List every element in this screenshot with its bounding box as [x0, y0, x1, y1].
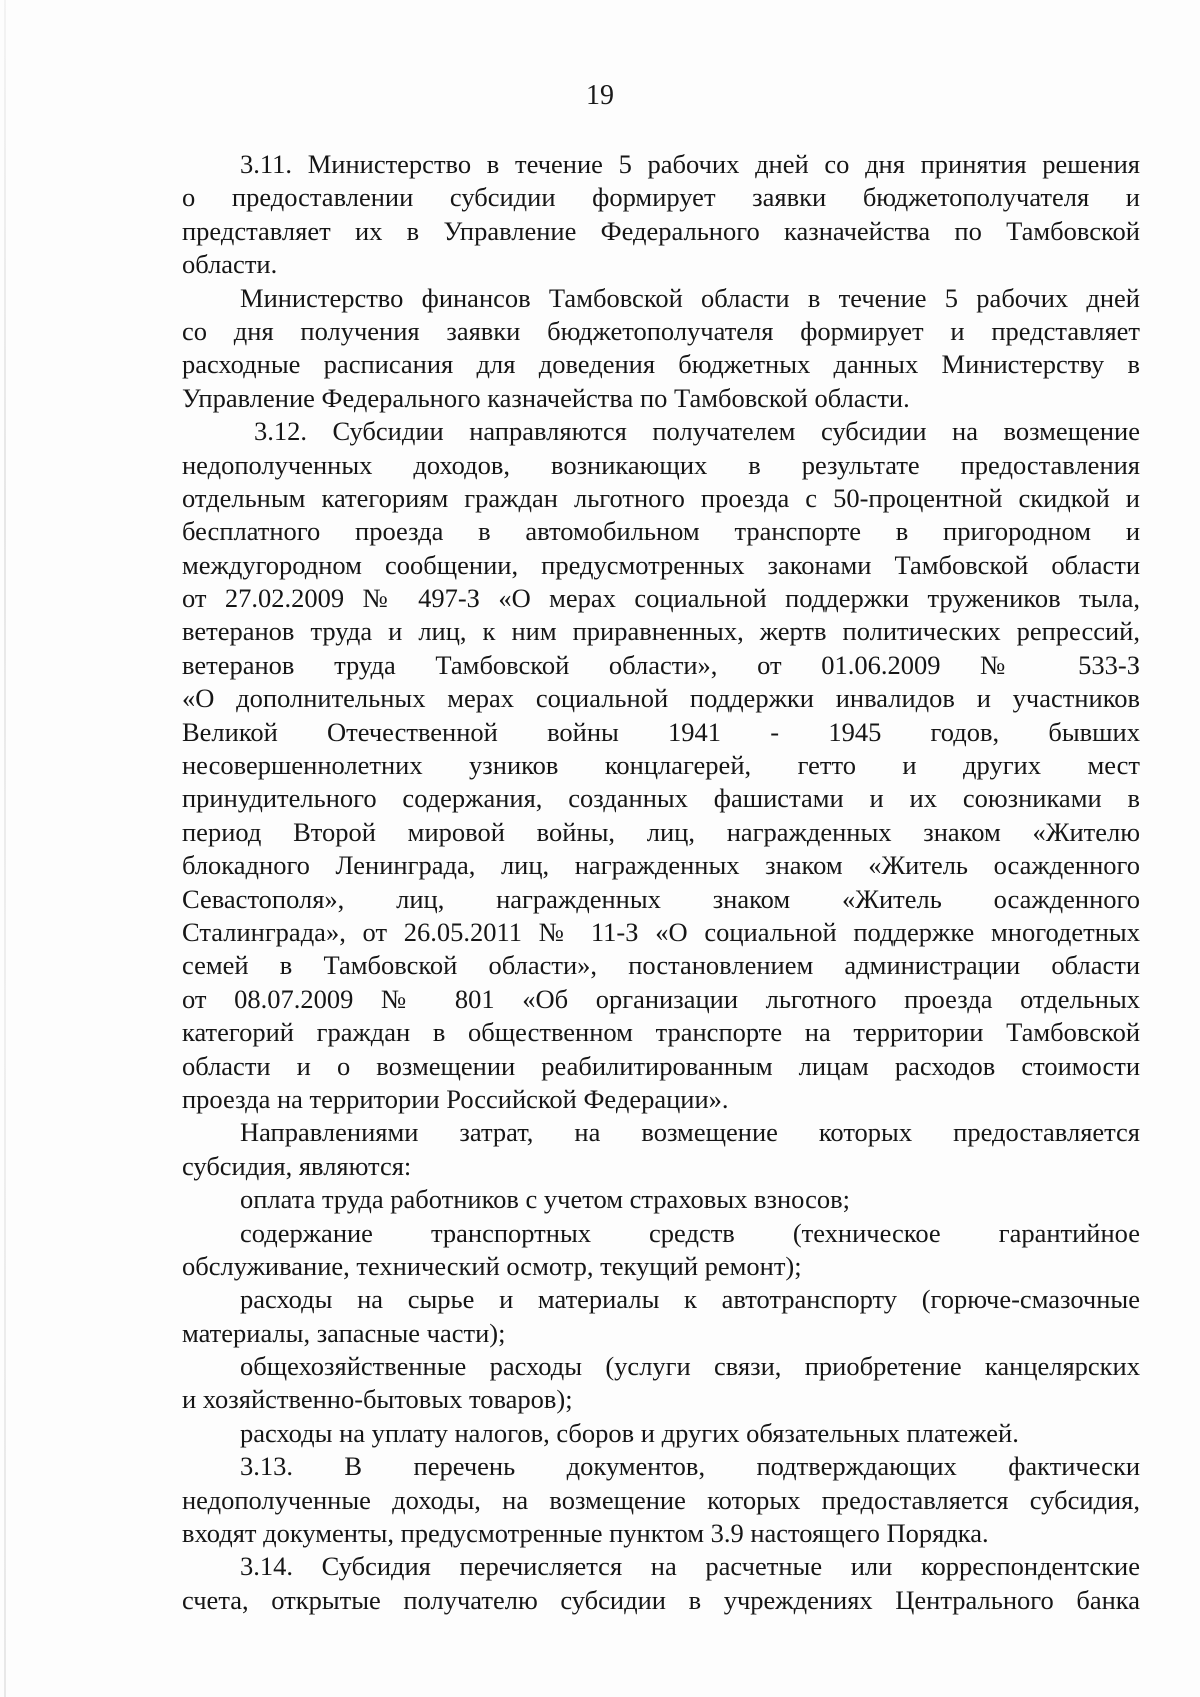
text-line: ветеранов труда Тамбовской области», от 01.06.2009 № 533-З: [182, 649, 1140, 680]
text-line: принудительного содержания, созданных фашистами и их союзниками в: [182, 783, 1140, 814]
text-line: содержание транспортных средств (техническое гарантийное: [240, 1217, 1140, 1248]
text-line: проезда на территории Российской Федерации».: [182, 1083, 729, 1114]
text-line: расходы на уплату налогов, сборов и других обязательных платежей.: [240, 1417, 1019, 1448]
text-line: Управление Федерального казначейства по Тамбовской области.: [182, 382, 910, 413]
text-line: 3.14. Субсидия перечисляется на расчетные или корреспондентские: [240, 1551, 1140, 1582]
text-line: оплата труда работников с учетом страховых взносов;: [240, 1184, 850, 1215]
text-line: обслуживание, технический осмотр, текущий ремонт);: [182, 1250, 802, 1281]
text-line: и хозяйственно-бытовых товаров);: [182, 1384, 573, 1415]
text-line: Сталинграда», от 26.05.2011 № 11-З «О социальной поддержке многодетных: [182, 916, 1140, 947]
scan-edge-shadow: [4, 0, 6, 1697]
text-line: материалы, запасные части);: [182, 1317, 506, 1348]
text-line: категорий граждан в общественном транспорте на территории Тамбовской: [182, 1017, 1140, 1048]
page-number: 19: [586, 80, 614, 111]
text-line: несовершеннолетних узников концлагерей, гетто и других мест: [182, 750, 1140, 781]
text-line: расходные расписания для доведения бюджетных данных Министерству в: [182, 349, 1140, 380]
text-line: недополученных доходов, возникающих в результате предоставления: [182, 449, 1140, 480]
text-line: счета, открытые получателю субсидии в учреждениях Центрального банка: [182, 1584, 1140, 1615]
text-line: междугородном сообщении, предусмотренных законами Тамбовской области: [182, 549, 1140, 580]
text-line: представляет их в Управление Федерального казначейства по Тамбовской: [182, 215, 1140, 246]
text-line: со дня получения заявки бюджетополучателя формирует и представляет: [182, 315, 1140, 346]
text-line: 3.13. В перечень документов, подтверждающих фактически: [240, 1451, 1140, 1482]
text-line: 3.11. Министерство в течение 5 рабочих дней со дня принятия решения: [240, 149, 1140, 179]
text-line: Министерство финансов Тамбовской области в течение 5 рабочих дней: [240, 282, 1140, 313]
text-line: бесплатного проезда в автомобильном транспорте в пригородном и: [182, 516, 1140, 547]
text-line: блокадного Ленинграда, лиц, награжденных знаком «Житель осажденного: [182, 850, 1140, 881]
text-line: ветеранов труда и лиц, к ним приравненных, жертв политических репрессий,: [182, 616, 1140, 647]
document-body: [182, 148, 1140, 1617]
text-line: 3.12. Субсидии направляются получателем субсидии на возмещение: [254, 416, 1140, 447]
text-line: период Второй мировой войны, лиц, награжденных знаком «Жителю: [182, 816, 1140, 847]
text-line: Севастополя», лиц, награжденных знаком «Житель осажденного: [182, 883, 1140, 914]
text-line: Великой Отечественной войны 1941 - 1945 годов, бывших: [182, 716, 1140, 747]
text-line: субсидия, являются:: [182, 1150, 412, 1181]
text-line: отдельным категориям граждан льготного проезда с 50-процентной скидкой и: [182, 482, 1140, 513]
text-line: семей в Тамбовской области», постановлением администрации области: [182, 950, 1140, 981]
text-line: области и о возмещении реабилитированным лицам расходов стоимости: [182, 1050, 1140, 1081]
text-line: расходы на сырье и материалы к автотранспорту (горюче-смазочные: [240, 1284, 1140, 1315]
text-line: о предоставлении субсидии формирует заявки бюджетополучателя и: [182, 182, 1140, 213]
text-line: от 27.02.2009 № 497-З «О мерах социальной поддержки тружеников тыла,: [182, 583, 1140, 614]
text-line: входят документы, предусмотренные пунктом 3.9 настоящего Порядка.: [182, 1518, 989, 1549]
text-line: от 08.07.2009 № 801 «Об организации льготного проезда отдельных: [182, 983, 1140, 1014]
text-line: «О дополнительных мерах социальной поддержки инвалидов и участников: [182, 683, 1140, 714]
text-line: области.: [182, 249, 278, 280]
text-line: общехозяйственные расходы (услуги связи, приобретение канцелярских: [240, 1351, 1140, 1382]
text-line: Направлениями затрат, на возмещение которых предоставляется: [240, 1117, 1140, 1148]
text-line: недополученные доходы, на возмещение которых предоставляется субсидия,: [182, 1484, 1140, 1515]
